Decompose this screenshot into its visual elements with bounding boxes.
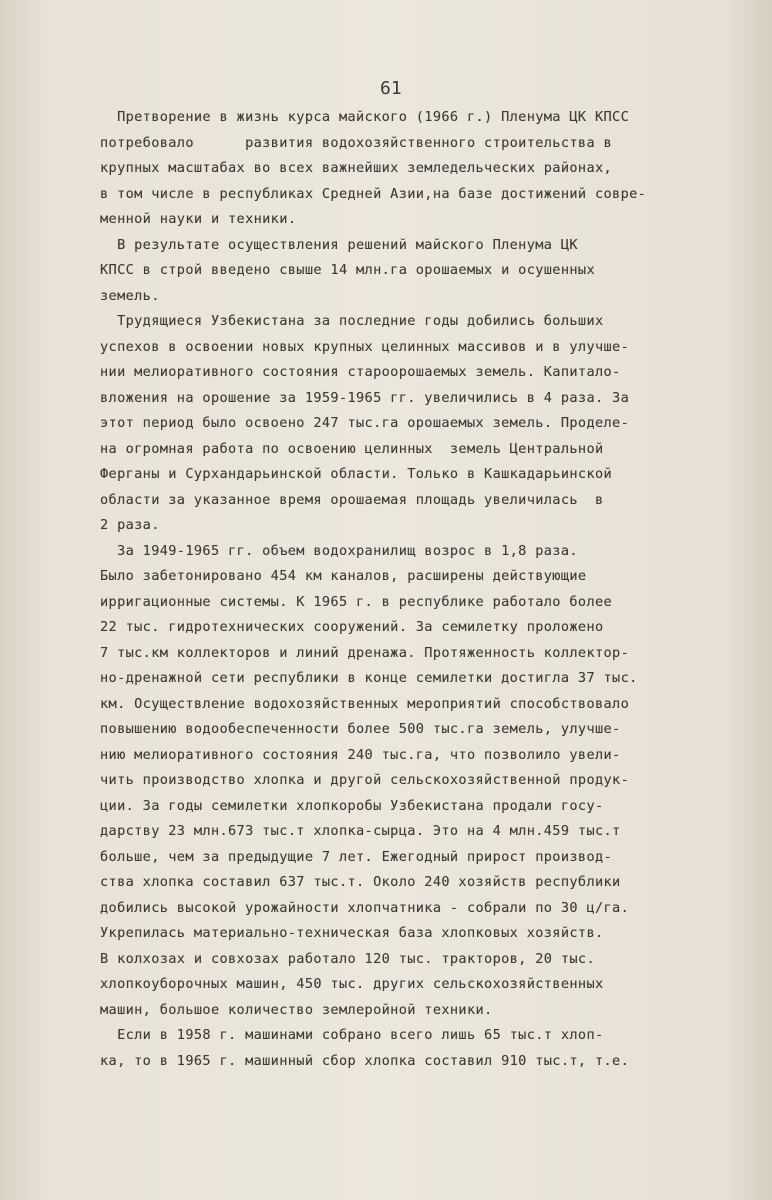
text-line: но-дренажной сети республики в конце семилетки достигла 37 тыс. xyxy=(100,670,638,686)
text-line: КПСС в строй введено свыше 14 млн.га орошаемых и осушенных xyxy=(100,262,595,278)
text-line: нию мелиоративного состояния 240 тыс.га, что позволило увели- xyxy=(100,746,621,763)
text-line: менной науки и техники. xyxy=(100,211,297,227)
text-line: 22 тыс. гидротехнических сооружений. За семилетку проложено xyxy=(100,619,604,635)
text-line: повышению водообеспеченности более 500 тыс.га земель, улучше- xyxy=(100,721,621,737)
text-line: нии мелиоративного состояния староорошаемых земель. Капитало- xyxy=(100,364,621,380)
text-line: области за указанное время орошаемая площадь увеличилась в xyxy=(100,491,604,508)
text-line: Было забетонировано 454 км каналов, расширены действующие xyxy=(100,568,587,584)
text-line: ции. За годы семилетки хлопкоробы Узбекистана продали госу- xyxy=(100,797,604,814)
text-line: добились высокой урожайности хлопчатника - собрали по 30 ц/га. xyxy=(100,899,630,916)
text-line: За 1949-1965 гг. объем водохранилищ возрос в 1,8 раза. xyxy=(100,542,578,559)
text-line: вложения на орошение за 1959-1965 гг. увеличились в 4 раза. За xyxy=(100,389,630,406)
text-line: машин, большое количество землеройной техники. xyxy=(100,1001,493,1018)
text-line: больше, чем за предыдущие 7 лет. Ежегодный прирост производ- xyxy=(100,848,613,865)
text-line: этот период было освоено 247 тыс.га орошаемых земель. Проделе- xyxy=(100,415,630,431)
text-line: Ферганы и Сурхандарьинской области. Только в Кашкадарьинской xyxy=(100,466,613,482)
text-line: ирригационные системы. К 1965 г. в республике работало более xyxy=(100,593,613,610)
text-line: потребовало развития водохозяйственного строительства в xyxy=(100,134,613,151)
text-line: на огромная работа по освоению целинных земель Центральной xyxy=(100,440,604,457)
text-line: Если в 1958 г. машинами собрано всего лишь 65 тыс.т хлоп- xyxy=(100,1027,604,1043)
text-line: Претворение в жизнь курса майского (1966 г.) Пленума ЦК КПСС xyxy=(100,109,630,125)
text-line: В колхозах и совхозах работало 120 тыс. тракторов, 20 тыс. xyxy=(100,950,595,967)
text-line: 7 тыс.км коллекторов и линий дренажа. Протяженность коллектор- xyxy=(100,644,630,661)
text-line: 2 раза. xyxy=(100,517,160,533)
text-line: в том числе в республиках Средней Азии,на базе достижений совре- xyxy=(100,185,647,202)
text-line: Трудящиеся Узбекистана за последние годы добились больших xyxy=(100,313,604,329)
text-line: чить производство хлопка и другой сельскохозяйственной продук- xyxy=(100,772,630,788)
body-text xyxy=(100,105,740,1074)
text-line: ства хлопка составил 637 тыс.т. Около 240 хозяйств республики xyxy=(100,874,621,890)
text-line: Укрепилась материально-техническая база хлопковых хозяйств. xyxy=(100,925,604,941)
text-line: В результате осуществления решений майского Пленума ЦК xyxy=(100,236,578,253)
text-line: крупных масштабах во всех важнейших земледельческих районах, xyxy=(100,160,613,176)
text-line: км. Осуществление водохозяйственных мероприятий способствовало xyxy=(100,695,630,712)
text-line: земель. xyxy=(100,287,160,304)
text-line: успехов в освоении новых крупных целинных массивов и в улучше- xyxy=(100,338,630,355)
text-line: ка, то в 1965 г. машинный сбор хлопка составил 910 тыс.т, т.е. xyxy=(100,1052,630,1069)
page-number: 61 xyxy=(380,78,402,99)
text-line: хлопкоуборочных машин, 450 тыс. других сельскохозяйственных xyxy=(100,976,604,992)
text-line: дарству 23 млн.673 тыс.т хлопка-сырца. Это на 4 млн.459 тыс.т xyxy=(100,823,621,839)
